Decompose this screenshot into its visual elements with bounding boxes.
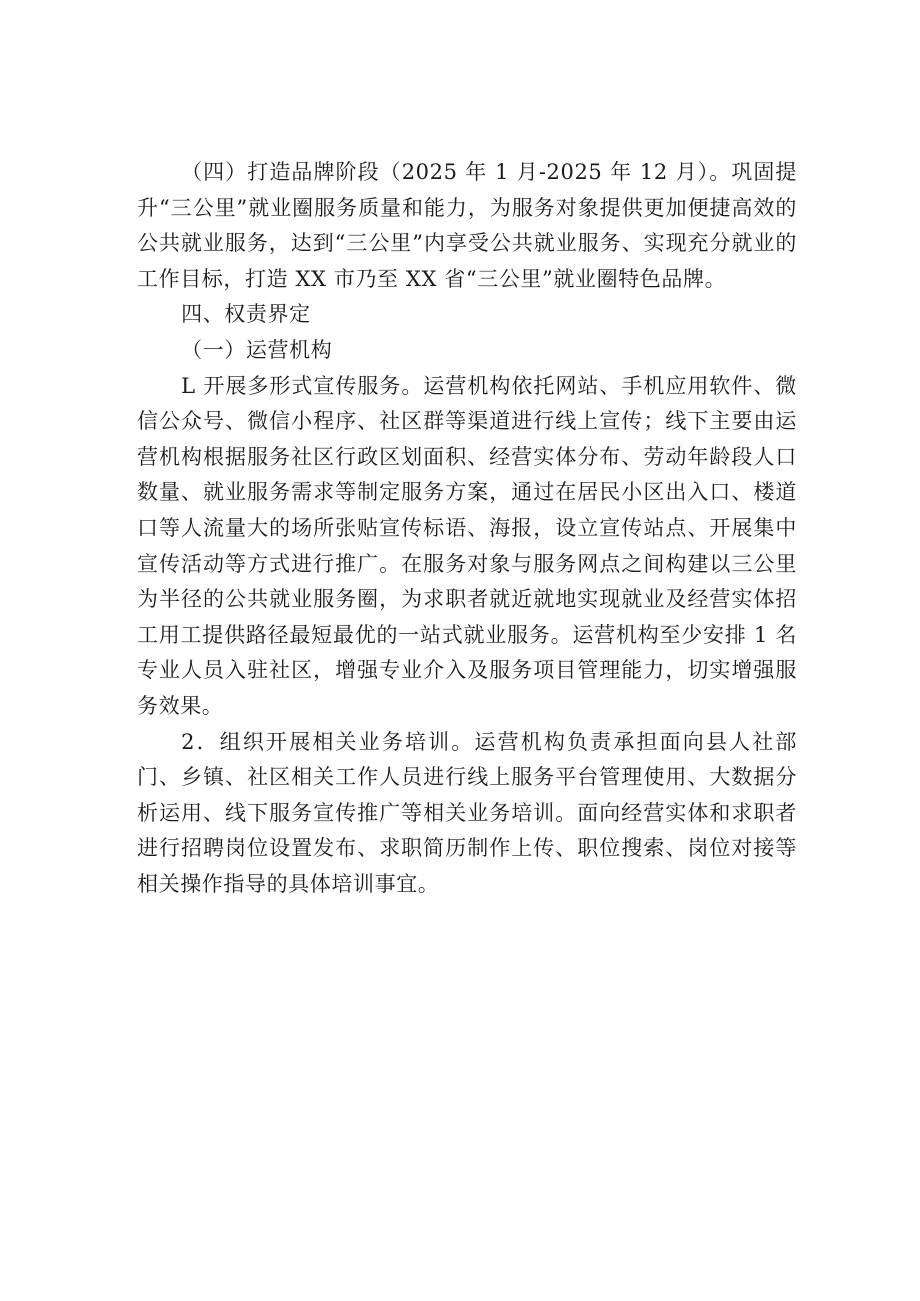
document-body (137, 155, 797, 902)
paragraph-business-training: 2．组织开展相关业务培训。运营机构负责承担面向县人社部门、乡镇、社区相关工作人员进行线上服务平台管理使用、大数据分析运用、线下服务宣传推广等相关业务培训。面向经营实体和求职者进行招聘岗位设置发布、求职简历制作上传、职位搜索、岗位对接等相关操作指导的具体培训事宜。 (137, 729, 797, 896)
paragraph-publicity-service: L 开展多形式宣传服务。运营机构依托网站、手机应用软件、微信公众号、微信小程序、社区群等渠道进行线上宣传；线下主要由运营机构根据服务社区行政区划面积、经营实体分布、劳动年龄段人口数量、就业服务需求等制定服务方案，通过在居民小区出入口、楼道口等人流量大的场所张贴宣传标语、海报，设立宣传站点、开展集中宣传活动等方式进行推广。在服务对象与服务网点之间构建以三公里为半径的公共就业服务圈，为求职者就近就地实现就业及经营实体招工用工提供路径最短最优的一站式就业服务。运营机构至少安排 1 名专业人员入驻社区，增强专业介入及服务项目管理能力，切实增强服务效果。 (137, 373, 797, 718)
section-heading-responsibilities: 四、权责界定 (181, 302, 311, 327)
subsection-heading-operator: （一）运营机构 (181, 337, 333, 362)
paragraph-brand-stage: （四）打造品牌阶段（2025 年 1 月-2025 年 12 月）。巩固提升“三公里”就业圈服务质量和能力，为服务对象提供更加便捷高效的公共就业服务，达到“三公里”内享受公共就业服务、实现充分就业的工作目标，打造 XX 市乃至 XX 省“三公里”就业圈特色品牌。 (137, 160, 797, 291)
